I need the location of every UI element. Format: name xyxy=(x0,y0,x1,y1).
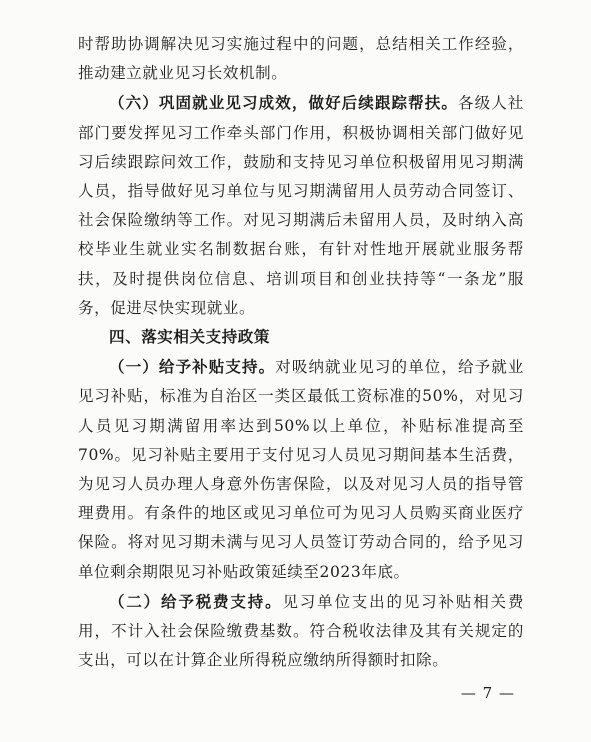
paragraph-lead: （二）给予税费支持。 xyxy=(109,591,283,611)
paragraph-body: 各级人社部门要发挥见习工作牵头部门作用，积极协调相关部门做好见习后续跟踪问效工作，鼓励和支持见习单位积极留用见习期满人员，指导做好见习单位与见习期满留用人员劳动合同签订、社会保险缴纳等工作。对见习期满后未留用人员，及时纳入高校毕业生就业实名制数据台账，有针对性地开展就业服务帮扶，及时提供岗位信息、培训项目和创业扶持等“一条龙”服务，促进尽快实现就业。 xyxy=(78,94,524,317)
paragraph-body: 对吸纳就业见习的单位，给予就业见习补贴，标准为自治区一类区最低工资标准的50%，对见习人员见习期满留用率达到50%以上单位，补贴标准提高至70%。见习补贴主要用于支付见习人员见习期间基本生活费，为见习人员办理人身意外伤害保险，以及对见习人员的指导管理费用。有条件的地区或见习单位可为见习人员购买商业医疗保险。将对见习期未满与见习人员签订劳动合同的，给予见习单位剩余期限见习补贴政策延续至2023年底。 xyxy=(78,358,524,581)
paragraph-continuation: 时帮助协调解决见习实施过程中的问题，总结相关工作经验，推动建立就业见习长效机制。 xyxy=(78,35,524,83)
section-heading: 四、落实相关支持政策 xyxy=(109,328,271,347)
paragraph-follow-up-support xyxy=(78,88,524,323)
paragraph-subsidy-support xyxy=(78,352,524,587)
page-number: — 7 — xyxy=(460,684,515,702)
paragraph-body: 见习单位支出的见习补贴相关费用，不计入社会保险缴费基数。符合税收法律及其有关规定的支出，可以在计算企业所得税应缴纳所得额时扣除。 xyxy=(78,592,524,670)
body-text xyxy=(78,30,524,675)
paragraph-lead: （六）巩固就业见习成效，做好后续跟踪帮扶。 xyxy=(109,93,459,113)
paragraph-tax-support xyxy=(78,587,524,676)
paragraph-lead: （一）给予补贴支持。 xyxy=(109,357,276,377)
